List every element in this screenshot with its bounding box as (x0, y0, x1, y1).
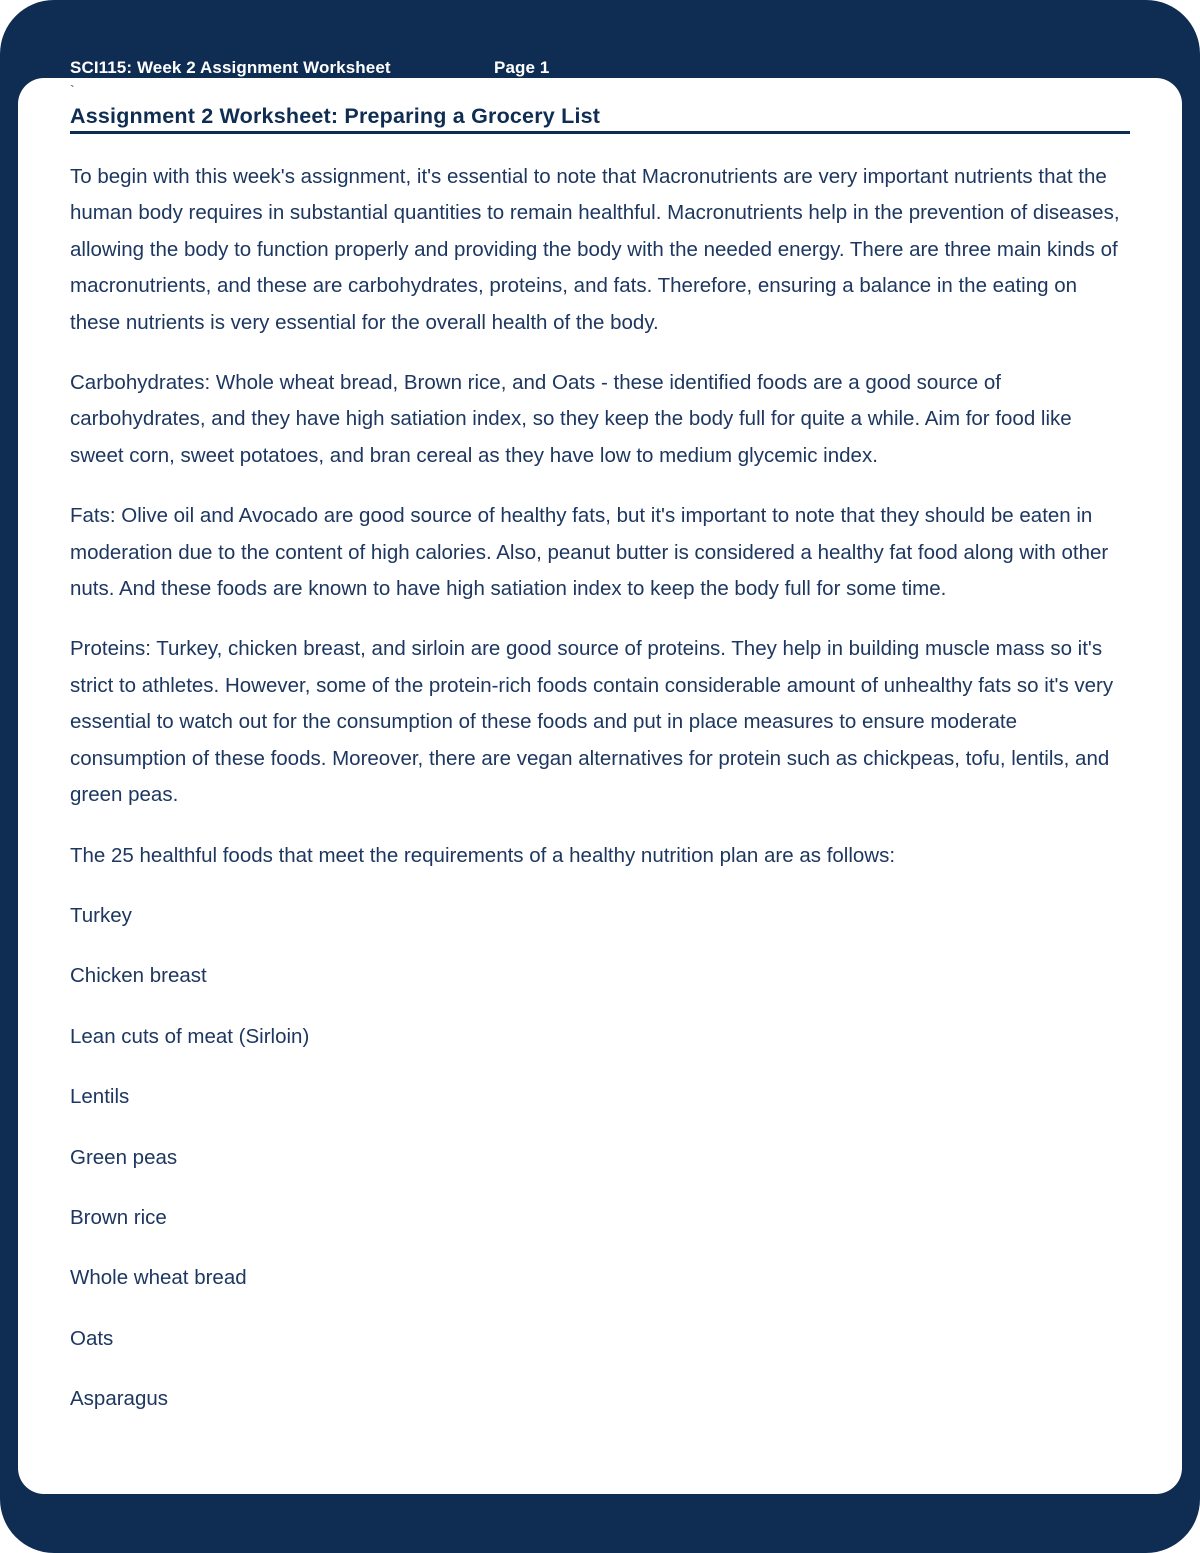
list-item: Whole wheat bread (70, 1266, 247, 1290)
document-page (18, 78, 1182, 1494)
food-list (70, 898, 1130, 1418)
list-item: Chicken breast (70, 964, 207, 988)
running-header (70, 58, 550, 78)
document-title: Assignment 2 Worksheet: Preparing a Grocery List (70, 104, 1130, 134)
list-intro-paragraph: The 25 healthful foods that meet the requirements of a healthy nutrition plan are as follows: (70, 843, 896, 867)
list-item: Green peas (70, 1145, 178, 1169)
intro-paragraph: To begin with this week's assignment, it's essential to note that Macronutrients are very important nutrients that the human body requires in substantial quantities to remain healthful. Macronutrients help in the prevention of diseases, allowing the body to function properly and providing the body with the needed energy. There are three main kinds of macronutrients, and these are carbohydrates, proteins, and fats. Therefore, ensuring a balance in the eating on these nutrients is very essential for the overall health of the body. (70, 165, 1120, 334)
list-item: Turkey (70, 903, 132, 927)
list-item: Asparagus (70, 1387, 169, 1411)
stray-mark: ` (70, 82, 75, 98)
carbohydrates-paragraph: Carbohydrates: Whole wheat bread, Brown rice, and Oats - these identified foods are a good source of carbohydrates, and they have high satiation index, so they keep the body full for quite a while. Aim for food like sweet corn, sweet potatoes, and bran cereal as they have low to medium glycemic index. (70, 371, 1072, 467)
list-item: Lean cuts of meat (Sirloin) (70, 1024, 310, 1048)
proteins-paragraph: Proteins: Turkey, chicken breast, and sirloin are good source of proteins. They help in building muscle mass so it's strict to athletes. However, some of the protein-rich foods contain considerable amount of unhealthy fats so it's very essential to watch out for the consumption of these foods and put in place measures to ensure moderate consumption of these foods. Moreover, there are vegan alternatives for protein such as chickpeas, tofu, lentils, and green peas. (70, 637, 1114, 807)
document-content (70, 104, 1130, 1442)
course-title: SCI115: Week 2 Assignment Worksheet (70, 58, 391, 77)
list-item: Brown rice (70, 1205, 167, 1229)
list-item: Lentils (70, 1085, 130, 1109)
page-number: Page 1 (494, 58, 550, 77)
fats-paragraph: Fats: Olive oil and Avocado are good source of healthy fats, but it's important to note that they should be eaten in moderation due to the content of high calories. Also, peanut butter is considered a healthy fat food along with other nuts. And these foods are known to have high satiation index to keep the body full for some time. (70, 504, 1109, 601)
list-item: Oats (70, 1326, 114, 1350)
